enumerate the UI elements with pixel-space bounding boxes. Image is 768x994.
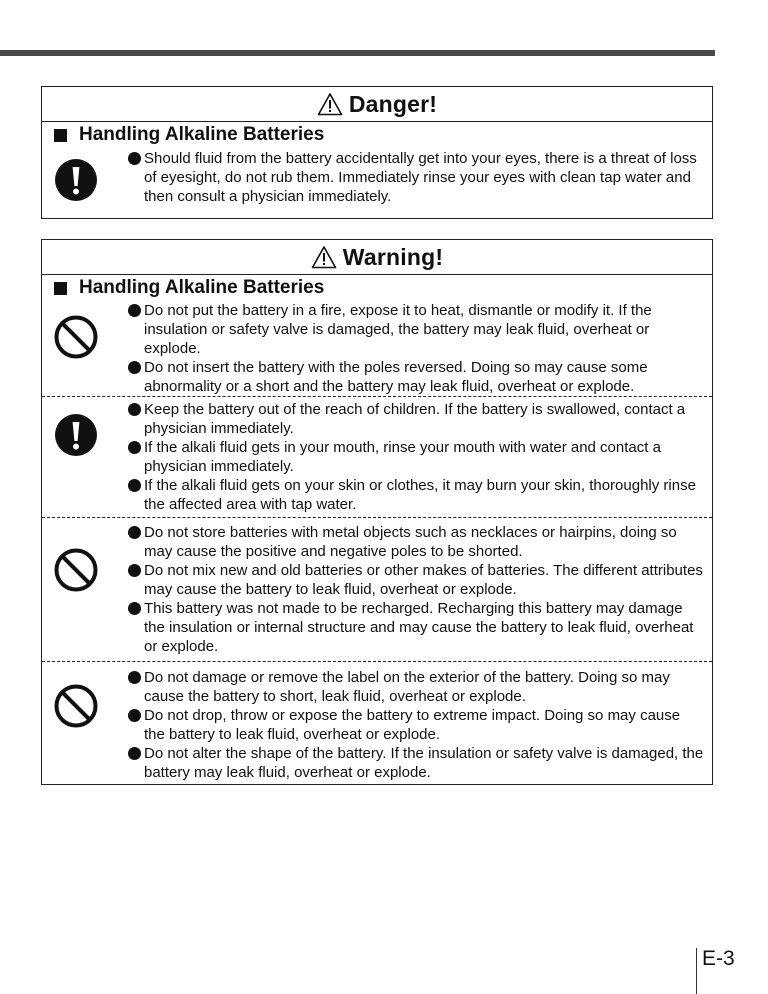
heading-square-bullet <box>54 129 67 142</box>
page-number: E-3 <box>696 948 735 994</box>
heading-square-bullet <box>54 282 67 295</box>
list-item: Should fluid from the battery accidentally get into your eyes, there is a threat of loss of eyesight, do not rub them. Immediately rinse your eyes with clean tap water and then consult a physician immediately. <box>130 149 712 206</box>
list-item: Do not store batteries with metal objects such as necklaces or hairpins, doing so may cause the positive and negative poles to be shorted. <box>130 523 712 561</box>
warning-title: Warning! <box>342 243 444 270</box>
list-item: If the alkali fluid gets in your mouth, rinse your mouth with water and contact a physician immediately. <box>130 438 712 476</box>
danger-section-heading <box>42 122 712 148</box>
warning-group-3 <box>42 517 712 661</box>
danger-title: Danger! <box>348 90 438 117</box>
list-item: Do not mix new and old batteries or other makes of batteries. The different attributes may cause the battery to leak fluid, overheat or explode. <box>130 561 712 599</box>
danger-box <box>41 86 713 219</box>
list-item: Do not drop, throw or expose the battery to extreme impact. Doing so may cause the battery to leak fluid, overheat or explode. <box>130 706 712 744</box>
heading-text: Handling Alkaline Batteries <box>79 277 325 298</box>
mandatory-action-icon <box>54 413 98 457</box>
warning-section-heading <box>42 275 712 301</box>
list-item: Keep the battery out of the reach of children. If the battery is swallowed, contact a physician immediately. <box>130 400 712 438</box>
warning-group-4 <box>42 661 712 790</box>
warning-group-1 <box>42 301 712 396</box>
caution-triangle-icon <box>317 92 343 116</box>
prohibited-icon <box>54 548 98 592</box>
danger-title-bar <box>42 87 712 122</box>
warning-box <box>41 239 713 785</box>
mandatory-action-icon <box>54 158 98 202</box>
list-item: Do not alter the shape of the battery. If the insulation or safety valve is damaged, the battery may leak fluid, overheat or explode. <box>130 744 712 782</box>
prohibited-icon <box>54 315 98 359</box>
list-item: This battery was not made to be recharged. Recharging this battery may damage the insulation or internal structure and may cause the battery to leak fluid, overheat or explode. <box>130 599 712 656</box>
list-item: Do not put the battery in a fire, expose it to heat, dismantle or modify it. If the insulation or safety valve is damaged, the battery may leak fluid, overheat or explode. <box>130 301 712 358</box>
top-rule <box>0 50 715 56</box>
list-item: If the alkali fluid gets on your skin or clothes, it may burn your skin, thoroughly rinse the affected area with tap water. <box>130 476 712 514</box>
warning-group-2 <box>42 396 712 517</box>
list-item: Do not insert the battery with the poles reversed. Doing so may cause some abnormality or a short and the battery may leak fluid, overheat or explode. <box>130 358 712 396</box>
caution-triangle-icon <box>311 245 337 269</box>
prohibited-icon <box>54 684 98 728</box>
heading-text: Handling Alkaline Batteries <box>79 124 325 145</box>
danger-group-1 <box>42 148 712 216</box>
warning-title-bar <box>42 240 712 275</box>
list-item: Do not damage or remove the label on the exterior of the battery. Doing so may cause the battery to short, leak fluid, overheat or explode. <box>130 668 712 706</box>
